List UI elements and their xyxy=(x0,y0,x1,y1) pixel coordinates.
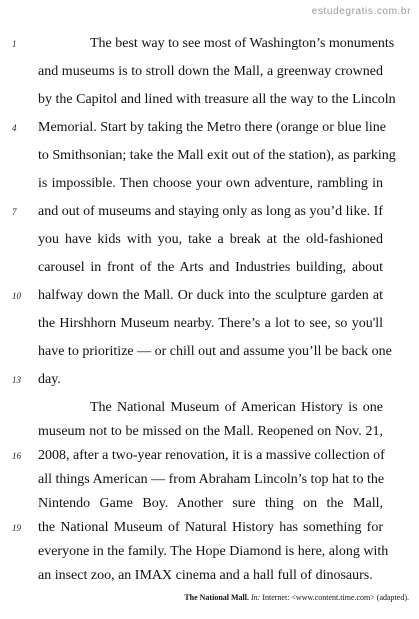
text-line: day. xyxy=(38,372,61,387)
line-number: 4 xyxy=(12,123,17,133)
line-number: 19 xyxy=(12,523,21,533)
source-in: In: xyxy=(250,593,261,602)
text-line: an insect zoo, an IMAX cinema and a hall full of dinosaurs. xyxy=(38,568,373,583)
text-line: and out of museums and staying only as long as you’d like. If xyxy=(38,204,383,219)
source-rest: Internet: <www.content.time.com> (adapted). xyxy=(262,593,409,602)
text-line: you have kids with you, take a break at the old-fashioned xyxy=(38,232,383,247)
site-watermark: estudegratis.com.br xyxy=(311,6,411,17)
line-number: 13 xyxy=(12,375,21,385)
line-number: 10 xyxy=(12,291,21,301)
line-number: 16 xyxy=(12,451,21,461)
text-line: The best way to see most of Washington’s monuments xyxy=(90,36,395,51)
text-line: 2008, after a two-year renovation, it is a massive collection of xyxy=(38,448,385,463)
source-citation xyxy=(184,592,409,604)
text-line: all things American — from Abraham Lincoln’s top hat to the xyxy=(38,472,385,487)
line-number: 7 xyxy=(12,207,17,217)
text-line: museum not to be missed on the Mall. Reopened on Nov. 21, xyxy=(38,424,383,439)
text-line: by the Capitol and lined with treasure all the way to the Lincoln xyxy=(38,92,396,107)
text-line: halfway down the Mall. Or duck into the sculpture garden at xyxy=(38,288,383,303)
text-line: The National Museum of American History is one xyxy=(90,400,383,415)
text-line: Memorial. Start by taking the Metro there (orange or blue line xyxy=(38,120,386,135)
line-number: 1 xyxy=(12,39,17,49)
text-line: have to prioritize — or chill out and assume you’ll be back one xyxy=(38,344,392,359)
text-line: and museums is to stroll down the Mall, a greenway crowned xyxy=(38,64,383,79)
text-line: to Smithsonian; take the Mall exit out of the station), as parking xyxy=(38,148,396,163)
text-line: is impossible. Then choose your own adventure, rambling in xyxy=(38,176,383,191)
text-line: everyone in the family. The Hope Diamond is here, along with xyxy=(38,544,389,559)
source-title: The National Mall. xyxy=(184,593,249,602)
text-line: Nintendo Game Boy. Another sure thing on the Mall, xyxy=(38,496,383,511)
text-line: carousel in front of the Arts and Industries building, about xyxy=(38,260,383,275)
text-line: the National Museum of Natural History has something for xyxy=(38,520,383,535)
text-line: the Hirshhorn Museum nearby. There’s a lot to see, so you'll xyxy=(38,316,383,331)
